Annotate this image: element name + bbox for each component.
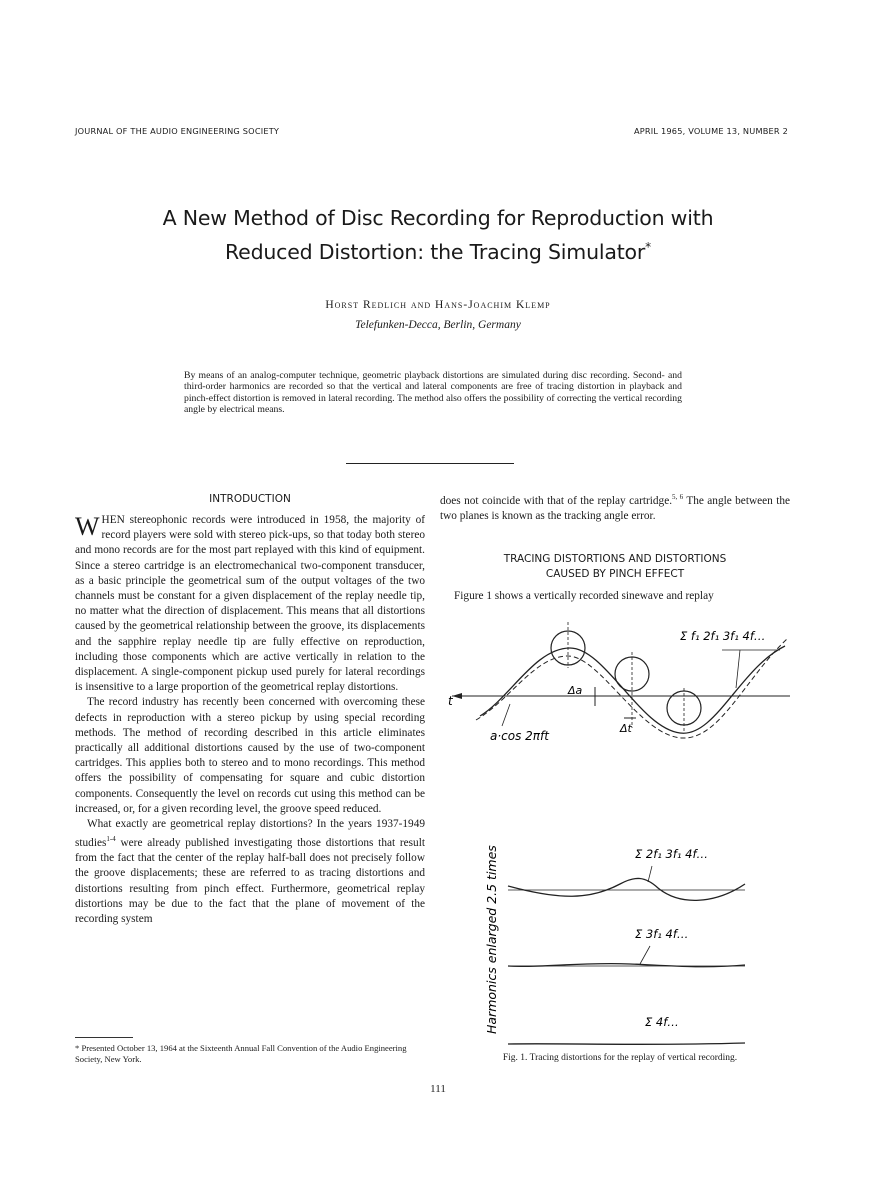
figure-1 xyxy=(440,608,800,1053)
harmonic-trace-3 xyxy=(508,1015,745,1044)
harmonics-side-label: Harmonics enlarged 2.5 times xyxy=(484,845,499,1034)
right-column-paragraph-2: Figure 1 shows a vertically recorded sinewave and replay xyxy=(454,590,714,602)
figure-caption: Fig. 1. Tracing distortions for the replay of vertical recording. xyxy=(502,1053,738,1063)
cos-label: a·cos 2πft xyxy=(490,729,549,743)
abstract: By means of an analog-computer technique, geometric playback distortions are simulated during disc recording. Second- and third-order harmonics are recorded so that the vertical and lateral components are free of tracing distortion in playback and pinch-effect distortion is removed in lateral recording. The method also offers the possibility of correcting the vertical recording angle by electrical means. xyxy=(184,370,682,415)
right-column-paragraph-1 xyxy=(440,490,790,524)
section-divider xyxy=(346,463,514,464)
title-line-1: A New Method of Disc Recording for Reproduction with xyxy=(162,206,714,230)
introduction-heading: INTRODUCTION xyxy=(209,493,291,505)
left-column xyxy=(75,513,425,927)
sum-leader-1 xyxy=(648,866,652,882)
title-line-2-text: Reduced Distortion: the Tracing Simulator xyxy=(225,240,646,264)
intro-paragraph-3 xyxy=(75,817,425,927)
sum-label-2: Σ 3f₁ 4f… xyxy=(635,927,689,941)
delta-a-label: Δa xyxy=(568,684,583,697)
drop-cap: W xyxy=(75,512,100,541)
title-footnote-mark: * xyxy=(645,240,651,255)
harmonic-trace-1 xyxy=(508,847,745,900)
t-label: t xyxy=(448,694,453,708)
footnote: * Presented October 13, 1964 at the Sixteenth Annual Fall Convention of the Audio Engineering Society, New York. xyxy=(75,1043,407,1064)
trace-3-wave xyxy=(508,1043,745,1044)
right-p1b: The angle between the two planes is known as the tracking angle error. xyxy=(440,494,790,522)
cos-leader xyxy=(502,704,510,726)
sum-leader-2 xyxy=(640,946,650,964)
sum-label-top: Σ f₁ 2f₁ 3f₁ 4f… xyxy=(680,629,766,643)
sum-label-1: Σ 2f₁ 3f₁ 4f… xyxy=(635,847,709,861)
citation-ref-5-6: 5, 6 xyxy=(672,493,684,501)
axis-arrow xyxy=(452,693,462,699)
authors: Horst Redlich and Hans-Joachim Klemp xyxy=(325,299,551,311)
harmonic-trace-2 xyxy=(508,927,745,967)
tracing-heading-line-2: CAUSED BY PINCH EFFECT xyxy=(545,568,685,580)
intro-paragraph-3a: What exactly are geometrical replay distortions? In the years 1937-1949 studies xyxy=(75,818,425,850)
delta-t-label: Δt xyxy=(620,722,632,735)
journal-header: JOURNAL OF THE AUDIO ENGINEERING SOCIETY xyxy=(75,126,280,136)
tracing-diagram xyxy=(448,622,790,743)
trace-1-wave xyxy=(508,878,745,900)
intro-paragraph-1-text: HEN stereophonic records were introduced in 1958, the majority of record players were sold with stereo pick-ups, so that today both stereo and mono records are for the most part replayed with this kind of equipment. Since a stereo cartridge is an electromechanical two-component transducer, as a basic principle the geometrical sum of the output voltages of the two channels must be constant for a given displacement of the replay needle tip, no matter what the direction of displacement. This means that all distortions caused by the geometrical relationship between the groove, its displacements and the sapphire replay needle tip are fully effective on reproduction, including those components which are active vertically in relation to the displacement. A single-component pickup used purely for lateral recordings is insensitive to a large proportion of the geometrical replay distortions. xyxy=(75,514,425,694)
sum-label-3: Σ 4f… xyxy=(645,1015,679,1029)
citation-ref-1-4: 1-4 xyxy=(106,835,116,844)
intro-paragraph-1 xyxy=(75,513,425,695)
page-number: 111 xyxy=(430,1083,446,1095)
sum-leader-top xyxy=(736,650,740,688)
intro-paragraph-3b: were already published investigating those distortions that result from the fact that the center of the replay half-ball does not precisely follow the groove displacements; these are referred to as tracing distortions and distortions resulting from pinch effect. Furthermore, geometrical replay distortions may be due to the fact that the plane of movement of the recording system xyxy=(75,837,425,926)
issue-header: APRIL 1965, VOLUME 13, NUMBER 2 xyxy=(633,126,788,136)
right-p1a: does not coincide with that of the replay cartridge. xyxy=(440,494,673,507)
title-line-2 xyxy=(0,240,876,264)
affiliation: Telefunken-Decca, Berlin, Germany xyxy=(355,319,521,331)
tracing-heading-line-1: TRACING DISTORTIONS AND DISTORTIONS xyxy=(503,553,727,565)
footnote-rule xyxy=(75,1037,133,1038)
intro-paragraph-2: The record industry has recently been concerned with overcoming these defects in reproduction with a stereo pickup by using special recording methods. The method of recording described in this article eliminates practically all additional distortions caused by the use of two-component cartridges. This applies both to stereo and to mono recordings. This method offers the possibility of compensating for square and cubic distortion components. Consequently the level on records cut using this method can be increased, or, for a given recording level, the groove speed reduced. xyxy=(75,696,425,815)
